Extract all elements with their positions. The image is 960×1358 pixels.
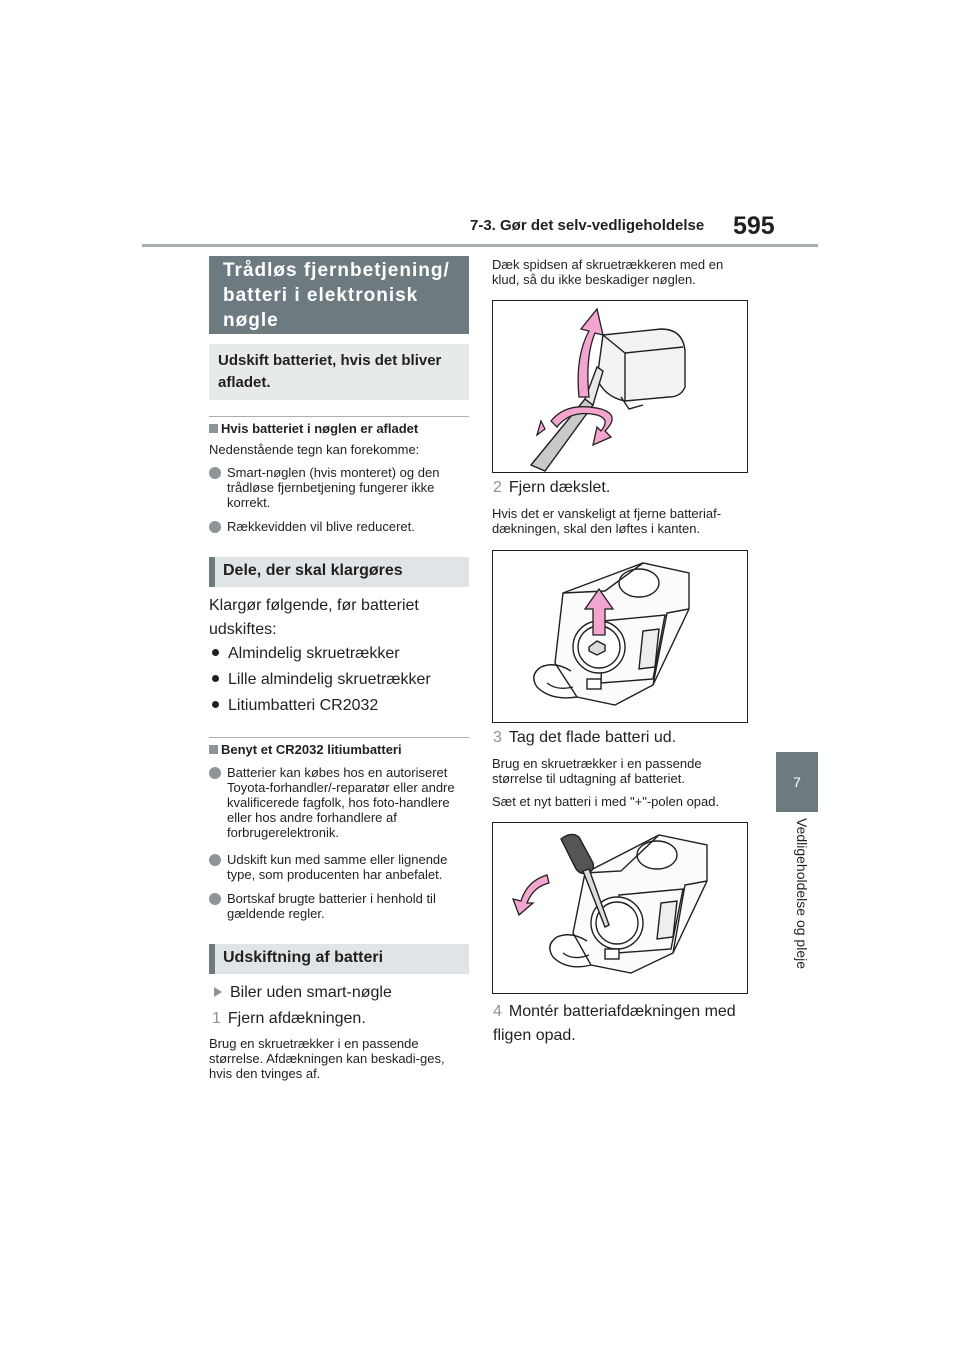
topic-title-box <box>209 256 469 334</box>
step-text: Tag det flade batteri ud. <box>508 729 677 746</box>
chapter-title: Vedligeholdelse og pleje <box>794 818 810 970</box>
chapter-tab <box>776 752 818 812</box>
note-heading-text: Benyt et CR2032 litiumbatteri <box>221 742 402 757</box>
step-number: 2 <box>493 479 502 496</box>
triangle-marker-icon <box>214 987 222 997</box>
divider <box>209 737 469 738</box>
square-marker-icon <box>209 745 218 754</box>
prep-item-text: Lille almindelig skruetrækker <box>228 671 431 688</box>
list-item <box>209 519 469 534</box>
bullet-dot-icon <box>209 893 221 905</box>
header-divider <box>142 244 818 247</box>
step-text: Montér batteriafdækningen med fligen opad. <box>493 1003 736 1044</box>
note-heading-text: Hvis batteriet i nøglen er afladet <box>221 421 419 436</box>
section-band-prep: Dele, der skal klargøres <box>209 557 469 587</box>
list-item <box>209 465 469 510</box>
list-item-text: Rækkevidden vil blive reduceret. <box>227 519 415 534</box>
list-item-text: Smart-nøglen (hvis monteret) og den trådløse fjernbetjening fungerer ikke korrekt. <box>227 465 440 510</box>
bullet-dot-icon <box>209 854 221 866</box>
step-1 <box>212 1010 366 1028</box>
illustration-remove-battery <box>492 822 748 994</box>
note-heading-discharged <box>209 421 418 436</box>
bullet-dot-icon <box>209 467 221 479</box>
topic-title: Trådløs fjernbetjening/ batteri i elektronisk nøgle <box>223 259 450 331</box>
cloth-note: Dæk spidsen af skruetrækkeren med en klud, så du ikke beskadiger nøglen. <box>492 257 724 287</box>
square-marker-icon <box>209 424 218 433</box>
section-title: 7-3. Gør det selv-vedligeholdelse <box>470 217 705 234</box>
list-item-text: Udskift kun med samme eller lignende type, som producenten har anbefalet. <box>227 852 448 882</box>
list-item <box>209 852 471 882</box>
step-3 <box>493 729 676 747</box>
prep-item-text: Litiumbatteri CR2032 <box>228 697 379 714</box>
note-intro: Nedenstående tegn kan forekomme: <box>209 442 420 457</box>
prep-item <box>212 671 431 689</box>
bullet-icon <box>212 649 219 656</box>
list-item-text: Batterier kan købes hos en autoriseret Toyota-forhandler/-reparatør eller andre kvalificerede fagfolk, hos foto-handlere eller hos andre forhandlere af forbrugerelektronik. <box>227 765 455 840</box>
prep-item-text: Almindelig skruetrækker <box>228 645 400 662</box>
page-number: 595 <box>733 212 775 240</box>
topic-summary: Udskift batteriet, hvis det bliver afladet. <box>209 344 469 400</box>
step-3-note-1: Brug en skruetrækker i en passende størrelse til udtagning af batteriet. <box>492 756 702 786</box>
step-text: Fjern afdækningen. <box>227 1010 366 1027</box>
step-2 <box>493 479 610 497</box>
bullet-icon <box>212 701 219 708</box>
bullet-icon <box>212 675 219 682</box>
bullet-dot-icon <box>209 521 221 533</box>
chapter-number: 7 <box>793 774 801 790</box>
step-3-note-2: Sæt et nyt batteri i med "+"-polen opad. <box>492 794 720 809</box>
step-number: 3 <box>493 729 502 746</box>
step-4 <box>493 1000 753 1048</box>
case-label <box>214 984 392 1002</box>
step-2-note: Hvis det er vanskeligt at fjerne batteriaf-dækningen, skal den løftes i kanten. <box>492 506 722 536</box>
list-item <box>209 765 471 840</box>
section-band-replace: Udskiftning af batteri <box>209 944 469 974</box>
prep-item <box>212 697 378 715</box>
bullet-dot-icon <box>209 767 221 779</box>
step-1-note: Brug en skruetrækker i en passende størrelse. Afdækningen kan beskadi-ges, hvis den tvinges af. <box>209 1036 445 1081</box>
note-heading-battery <box>209 742 402 757</box>
illustration-open-cover <box>492 550 748 723</box>
step-number: 1 <box>212 1010 221 1027</box>
prep-intro: Klargør følgende, før batteriet udskiftes: <box>209 597 419 638</box>
case-label-text: Biler uden smart-nøgle <box>230 984 392 1001</box>
step-number: 4 <box>493 1003 502 1020</box>
list-item <box>209 891 471 921</box>
list-item-text: Bortskaf brugte batterier i henhold til gældende regler. <box>227 891 436 921</box>
prep-item <box>212 645 400 663</box>
step-text: Fjern dækslet. <box>508 479 611 496</box>
illustration-remove-cover <box>492 300 748 473</box>
divider <box>209 416 469 417</box>
